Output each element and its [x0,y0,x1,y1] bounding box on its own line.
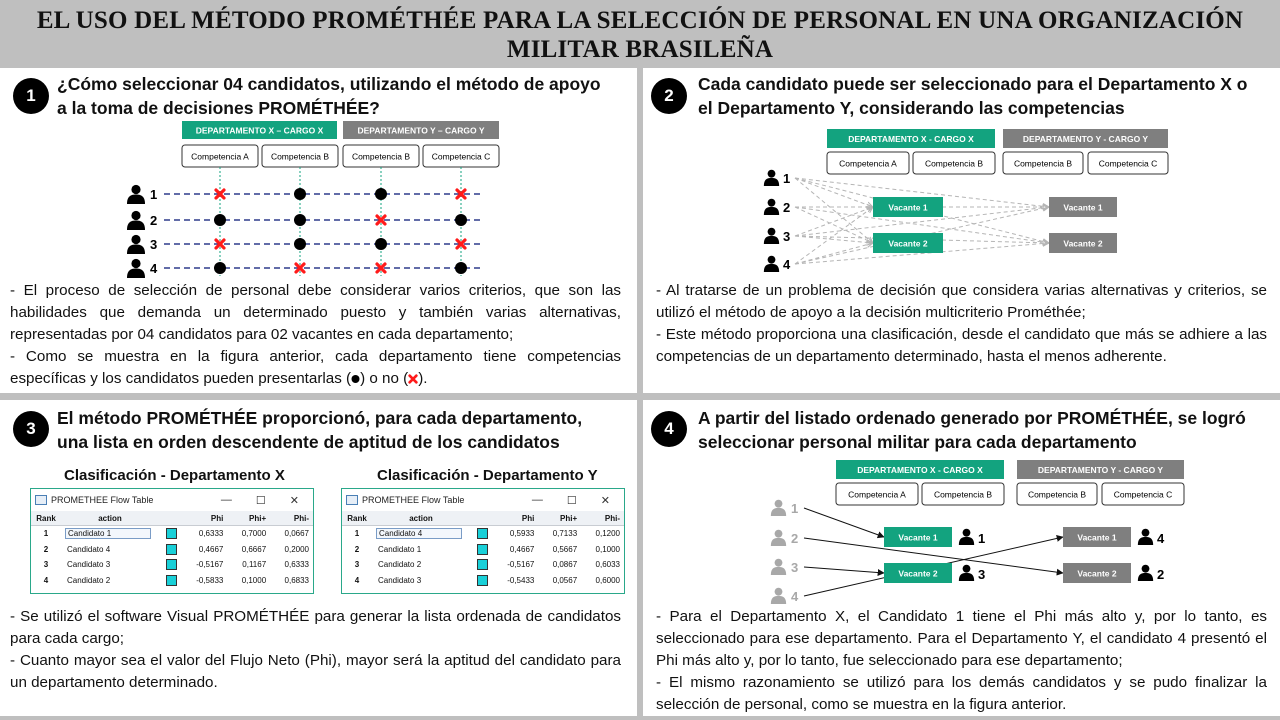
action-cell [61,526,159,542]
phi-minus-cell: 0,6033 [595,560,620,570]
assigned-candidate-3-icon [959,565,974,581]
candidate-name: Candidato 3 [67,560,111,570]
has-competency-dot [455,214,467,226]
color-swatch-icon [166,559,177,570]
dept-x-header-label: DEPARTAMENTO X – CARGO X [195,125,324,136]
col-phi[interactable]: Phi [492,511,538,526]
has-competency-dot [455,262,467,274]
phi-plus-cell: 0,1000 [241,575,267,585]
candidate-name: Candidato 1 [65,528,151,539]
color-cell [470,526,492,542]
phi-cell: -0,5833 [196,575,224,585]
q2-heading-line-2: el Departamento Y, considerando las competencias [698,98,1125,118]
q1-competency-matrix [120,118,520,280]
phi-minus-cell: 0,0667 [284,529,309,539]
candidate-option-arrow [795,178,873,243]
legend-dot-icon [351,374,360,384]
col-phi-plus[interactable]: Phi+ [538,511,581,526]
competency-c-label: Competencia C [1113,489,1173,500]
promethee-window-y[interactable] [341,488,625,594]
phi-cell: 0,5933 [509,529,535,539]
competency-b-label-y: Competencia B [1013,158,1073,169]
horizontal-divider [0,393,1280,400]
candidate-name: Candidato 2 [378,560,422,570]
table-icon [346,495,358,505]
col-color[interactable] [159,511,181,526]
rank-cell: 2 [354,544,360,554]
rank-cell: 4 [43,575,49,585]
rank-cell: 1 [354,529,360,539]
candidate-name: Candidato 4 [376,528,462,539]
has-competency-dot [214,214,226,226]
action-cell [61,542,159,558]
color-swatch-icon [166,544,177,555]
phi-cell: 0,6333 [198,529,224,539]
phi-cell: 0,4667 [509,544,535,554]
q1-heading [57,72,637,120]
has-competency-dot [375,238,387,250]
phi-plus-cell: 0,1167 [242,560,267,570]
candidate-4-label: 4 [783,257,791,272]
vacancy-1-y-label: Vacante 1 [1077,532,1117,543]
q1-p2-part-b: ) o no ( [360,370,409,387]
color-swatch-icon [166,528,177,539]
rank-cell: 3 [354,560,360,570]
assigned-candidate-2-label: 2 [1157,567,1165,582]
candidate-4-icon [127,259,145,278]
color-cell [159,573,181,589]
dept-y-header-label: DEPARTAMENTO Y - CARGO Y [1022,134,1149,144]
q1-p2-part-a: - Como se muestra en la figura anterior, cada departamento tiene competencias específicas y los candidatos pueden presentarlas ( [10,348,621,387]
close-icon[interactable]: ✕ [289,494,299,507]
candidate-2-label: 2 [791,531,799,546]
competency-a-label: Competencia A [839,158,897,169]
table-icon [35,495,47,505]
q4-text [656,606,1267,716]
action-cell [372,526,470,542]
phi-plus-cell: 0,6667 [241,544,267,554]
main-title [0,0,1280,68]
col-action[interactable]: action [61,511,159,526]
classification-x-label: Clasificación - Departamento X [64,467,285,484]
candidate-3-label: 3 [783,229,791,244]
candidate-3-icon [771,559,786,575]
q4-assignment-diagram [760,456,1190,608]
candidate-1-label: 1 [150,187,158,202]
competency-b-label: Competencia B [924,158,984,169]
col-action[interactable]: action [372,511,470,526]
flow-table-x [31,511,313,588]
legend-x-icon [408,374,418,384]
vacancy-2-x-label: Vacante 2 [888,238,928,249]
q4-paragraph-1: - Para el Departamento X, el Candidato 1 tiene el Phi más alto y, por lo tanto, es seleccionado para ese departamento. Para el Departamento Y, el candidato 4 presentó el Phi más alto y, por lo tanto, fue seleccionado para ese departamento; [656,608,1267,669]
competency-b-label-y: Competencia B [351,151,411,162]
q2-heading [698,72,1273,120]
vacancy-2-y-label: Vacante 2 [1077,568,1117,579]
candidate-1-label: 1 [791,501,799,516]
rank-cell: 1 [43,529,49,539]
candidate-4-icon [771,588,786,604]
color-cell [159,557,181,573]
color-cell [470,573,492,589]
table-row[interactable] [31,573,313,589]
phi-plus-cell: 0,5667 [552,544,578,554]
q1-text [10,280,621,390]
q3-heading-line-1: El método PROMÉTHÉE proporcionó, para cada departamento, [57,408,583,428]
has-competency-dot [375,188,387,200]
minimize-icon[interactable]: — [220,493,232,506]
candidate-3-label: 3 [791,560,799,575]
col-phi-plus[interactable]: Phi+ [227,511,270,526]
close-icon[interactable]: ✕ [600,494,610,507]
competency-b-label: Competencia B [270,151,330,162]
step-3-badge: 3 [13,411,49,447]
phi-minus-cell: 0,1000 [595,544,620,554]
competency-c-label: Competencia C [1098,158,1158,169]
candidate-4-label: 4 [791,589,799,604]
assignment-arrow [804,508,884,537]
color-swatch-icon [477,528,488,539]
q1-paragraph-2 [10,346,621,390]
window-title: PROMETHEE Flow Table [51,495,154,505]
candidate-name: Candidato 2 [67,575,111,585]
candidate-1-icon [771,500,786,516]
q2-text [656,280,1267,368]
table-row[interactable] [31,557,313,573]
candidate-name: Candidato 3 [378,575,422,585]
phi-plus-cell: 0,0867 [552,560,578,570]
col-phi[interactable]: Phi [181,511,227,526]
phi-plus-cell: 0,7133 [552,529,578,539]
vacancy-1-y-label: Vacante 1 [1063,202,1103,213]
q2-assignment-diagram [755,124,1185,280]
step-1-badge: 1 [13,78,49,114]
candidate-1-icon [764,170,779,186]
minimize-icon[interactable]: — [531,493,543,506]
phi-minus-cell: 0,6333 [284,560,309,570]
q1-paragraph-1: - El proceso de selección de personal debe considerar varios criterios, que son las habilidades que demanda un determinado puesto y también varias alternativas, representadas por 04 candidatos para 02 vacantes en cada departamento; [10,282,621,343]
window-title-bar[interactable] [31,489,313,511]
assignment-arrow [804,567,884,573]
assigned-candidate-1-label: 1 [978,531,986,546]
assigned-candidate-4-icon [1138,529,1153,545]
has-competency-dot [294,214,306,226]
col-color[interactable] [470,511,492,526]
vacancy-2-y-label: Vacante 2 [1063,238,1103,249]
q4-heading-line-1: A partir del listado ordenado generado por PROMÉTHÉE, se logró [698,408,1246,428]
candidate-3-icon [764,228,779,244]
q2-heading-line-1: Cada candidato puede ser seleccionado para el Departamento X o [698,74,1248,94]
color-swatch-icon [477,559,488,570]
q4-paragraph-2: - El mismo razonamiento se utilizó para los demás candidatos y se pudo finalizar la selección de personal, como se muestra en la figura anterior. [656,674,1267,713]
candidate-2-label: 2 [150,213,158,228]
phi-plus-cell: 0,0567 [552,575,578,585]
candidate-3-label: 3 [150,237,158,252]
window-title: PROMETHEE Flow Table [362,495,465,505]
candidate-option-arrow [795,178,873,207]
step-2-badge: 2 [651,78,687,114]
assigned-candidate-1-icon [959,529,974,545]
q3-heading-line-2: una lista en orden descendente de aptitud de los candidatos [57,432,560,452]
col-rank[interactable]: Rank [342,511,372,526]
table-row[interactable] [342,542,624,558]
dept-x-header-label: DEPARTAMENTO X - CARGO X [857,465,983,475]
candidate-1-icon [127,185,145,204]
vacancy-2-x-label: Vacante 2 [898,568,938,579]
bottom-divider [0,716,1280,720]
assigned-candidate-3-label: 3 [978,567,986,582]
q1-heading-line-1: ¿Cómo seleccionar 04 candidatos, utilizando el método de apoyo [57,74,601,94]
classification-y-label: Clasificación - Departamento Y [377,467,598,484]
action-cell [61,573,159,589]
has-competency-dot [214,262,226,274]
vacancy-1-x-label: Vacante 1 [888,202,928,213]
candidate-name: Candidato 4 [67,544,111,554]
q2-paragraph-1: - Al tratarse de un problema de decisión que considera varias alternativas y criterios, se utilizó el método de apoyo a la decisión multicriterio Prométhée; [656,282,1267,321]
q4-heading-line-2: seleccionar personal militar para cada departamento [698,432,1137,452]
q1-p2-part-c: ). [418,370,428,387]
q2-paragraph-2: - Este método proporciona una clasificación, desde el candidato que más se adhiere a las competencias de un departamento determinado, hasta el menos adherente. [656,326,1267,365]
dept-x-header-label: DEPARTAMENTO X - CARGO X [848,134,974,144]
dept-y-header-label: DEPARTAMENTO Y – CARGO Y [357,125,485,136]
title-line-2: MILITAR BRASILEÑA [506,36,774,63]
rank-cell: 2 [43,544,49,554]
competency-b-label-y: Competencia B [1027,489,1087,500]
phi-minus-cell: 0,6833 [284,575,309,585]
phi-cell: 0,4667 [198,544,224,554]
competency-a-label: Competencia A [191,151,249,162]
assigned-candidate-4-label: 4 [1157,531,1165,546]
action-cell [372,573,470,589]
rank-cell: 3 [43,560,49,570]
q1-heading-line-2: a la toma de decisiones PROMÉTHÉE? [57,98,380,118]
maximize-icon[interactable]: ☐ [255,494,266,507]
assigned-candidate-2-icon [1138,565,1153,581]
candidate-4-icon [764,256,779,272]
window-title-bar[interactable] [342,489,624,511]
phi-minus-cell: 0,2000 [284,544,309,554]
candidate-option-arrow [795,243,873,264]
candidate-2-icon [771,530,786,546]
promethee-window-x[interactable] [30,488,314,594]
action-cell [372,557,470,573]
title-line-1: EL USO DEL MÉTODO PROMÉTHÉE PARA LA SELECCIÓN DE PERSONAL EN UNA ORGANIZACIÓN [36,7,1244,34]
table-row[interactable] [342,573,624,589]
color-swatch-icon [477,575,488,586]
step-4-badge: 4 [651,411,687,447]
candidate-option-arrow [795,207,873,264]
col-rank[interactable]: Rank [31,511,61,526]
action-cell [61,557,159,573]
q3-heading [57,406,627,454]
phi-plus-cell: 0,7000 [241,529,267,539]
candidate-3-icon [127,235,145,254]
table-row[interactable] [342,526,624,542]
candidate-2-label: 2 [783,200,791,215]
phi-minus-cell: 0,1200 [595,529,620,539]
has-competency-dot [294,188,306,200]
competency-b-label: Competencia B [933,489,993,500]
competency-a-label: Competencia A [848,489,906,500]
vacancy-1-x-label: Vacante 1 [898,532,938,543]
phi-minus-cell: 0,6000 [595,575,620,585]
color-swatch-icon [166,575,177,586]
candidate-option-arrow [795,207,873,236]
table-row[interactable] [31,526,313,542]
phi-cell: -0,5167 [196,560,224,570]
has-competency-dot [294,238,306,250]
flow-table-y [342,511,624,588]
table-row[interactable] [342,557,624,573]
color-cell [470,542,492,558]
color-swatch-icon [477,544,488,555]
dept-y-header-label: DEPARTAMENTO Y - CARGO Y [1037,465,1164,475]
candidate-2-icon [764,199,779,215]
phi-cell: -0,5167 [507,560,535,570]
action-cell [372,542,470,558]
table-row[interactable] [31,542,313,558]
q3-text [10,606,621,694]
maximize-icon[interactable]: ☐ [566,494,577,507]
color-cell [159,526,181,542]
q4-heading [698,406,1273,454]
q3-paragraph-1: - Se utilizó el software Visual PROMÉTHÉE para generar la lista ordenada de candidatos para cada cargo; [10,608,621,647]
candidate-2-icon [127,211,145,230]
col-phi-minus[interactable]: Phi- [581,511,624,526]
candidate-1-label: 1 [783,171,791,186]
candidate-name: Candidato 1 [378,544,422,554]
candidate-4-label: 4 [150,261,158,276]
color-cell [470,557,492,573]
rank-cell: 4 [354,575,360,585]
phi-cell: -0,5433 [507,575,535,585]
color-cell [159,542,181,558]
competency-c-label: Competencia C [431,151,491,162]
col-phi-minus[interactable]: Phi- [270,511,313,526]
q3-paragraph-2: - Cuanto mayor sea el valor del Flujo Neto (Phi), mayor será la aptitud del candidato para un departamento determinado. [10,652,621,691]
